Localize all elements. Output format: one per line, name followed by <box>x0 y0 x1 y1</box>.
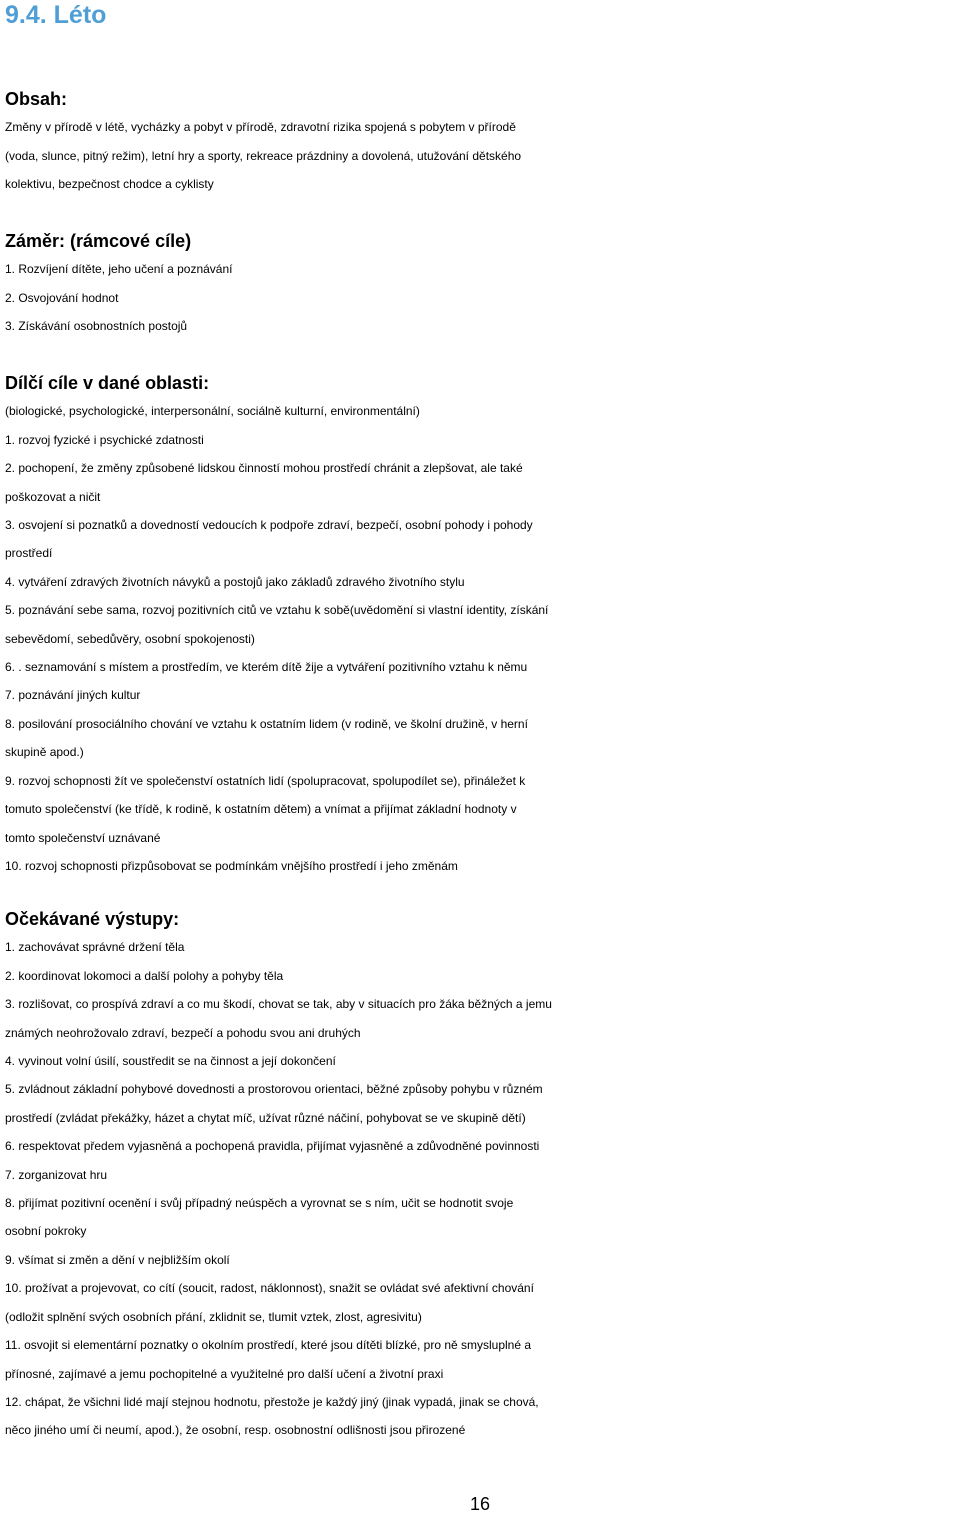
vystup-line: 11. osvojit si elementární poznatky o okolním prostředí, které jsou dítěti blízké, pro ně smysluplné a <box>5 1338 532 1353</box>
document-page <box>5 0 957 1438</box>
section-ocekavane-vystupy <box>5 905 957 1445</box>
vystup-line: přínosné, zajímavé a jemu pochopitelné a využitelné pro další učení a životní praxi <box>5 1366 444 1381</box>
vystup-line: 10. prožívat a projevovat, co cítí (soucit, radost, náklonnost), snažit se ovládat své afektivní chování <box>5 1281 534 1296</box>
dilci-line: tomuto společenství (ke třídě, k rodině, k ostatním dětem) a vnímat a přijímat základní hodnoty v <box>5 802 517 817</box>
section-obsah <box>5 85 957 199</box>
zamer-item: 2. Osvojování hodnot <box>5 290 119 305</box>
section-label-dilci-cile: Dílčí cíle v dané oblasti: <box>5 373 210 393</box>
obsah-line: kolektivu, bezpečnost chodce a cyklisty <box>5 177 214 192</box>
vystup-line: 3. rozlišovat, co prospívá zdraví a co mu škodí, chovat se tak, aby v situacích pro žáka běžných a jemu <box>5 997 552 1012</box>
page-number: 16 <box>469 1494 491 1514</box>
dilci-line: 7. poznávání jiných kultur <box>5 688 141 703</box>
dilci-line: 3. osvojení si poznatků a dovedností vedoucích k podpoře zdraví, bezpečí, osobní pohody i pohody <box>5 518 533 533</box>
vystup-line: 9. všímat si změn a dění v nejbližším okolí <box>5 1252 230 1267</box>
zamer-item: 1. Rozvíjení dítěte, jeho učení a poznávání <box>5 262 233 277</box>
vystup-line: 7. zorganizovat hru <box>5 1167 108 1182</box>
vystup-line: osobní pokroky <box>5 1224 87 1239</box>
vystup-line: 1. zachovávat správné držení těla <box>5 940 185 955</box>
section-zamer <box>5 227 957 341</box>
vystup-line: prostředí (zvládat překážky, házet a chytat míč, užívat různé náčiní, pohybovat se ve skupině dětí) <box>5 1110 526 1125</box>
vystup-line: 6. respektovat předem vyjasněná a pochopená pravidla, přijímat vyjasněné a zdůvodněné povinnosti <box>5 1139 540 1154</box>
dilci-line: 9. rozvoj schopnosti žít ve společenství ostatních lidí (spolupracovat, spolupodílet se), přináležet k <box>5 773 526 788</box>
dilci-line: 5. poznávání sebe sama, rozvoj pozitivních citů ve vztahu k sobě(uvědomění si vlastní identity, získání <box>5 603 549 618</box>
dilci-line: 6. . seznamování s místem a prostředím, ve kterém dítě žije a vytváření pozitivního vztahu k němu <box>5 660 528 675</box>
dilci-line: 1. rozvoj fyzické i psychické zdatnosti <box>5 432 204 447</box>
section-label-zamer: Záměr: (rámcové cíle) <box>5 231 192 251</box>
dilci-line: sebevědomí, sebedůvěry, osobní spokojenosti) <box>5 631 255 646</box>
vystup-line: něco jiného umí či neumí, apod.), že osobní, resp. osobnostní odlišnosti jsou přirozené <box>5 1423 466 1438</box>
vystup-line: (odložit splnění svých osobních přání, zklidnit se, tlumit vztek, zlost, agresivitu) <box>5 1309 422 1324</box>
dilci-line: 4. vytváření zdravých životních návyků a postojů jako základů zdravého životního stylu <box>5 574 465 589</box>
section-label-obsah: Obsah: <box>5 89 68 109</box>
dilci-line: prostředí <box>5 546 53 561</box>
obsah-line: Změny v přírodě v létě, vycházky a pobyt v přírodě, zdravotní rizika spojená s pobytem v přírodě <box>5 120 516 135</box>
dilci-line: (biologické, psychologické, interpersonální, sociálně kulturní, environmentální) <box>5 404 420 419</box>
vystup-line: známých neohrožovalo zdraví, bezpečí a pohodu svou ani druhých <box>5 1025 361 1040</box>
vystup-line: 5. zvládnout základní pohybové dovednosti a prostorovou orientaci, běžné způsoby pohybu v různém <box>5 1082 543 1097</box>
obsah-line: (voda, slunce, pitný režim), letní hry a sporty, rekreace prázdniny a dovolená, utužování dětského <box>5 148 522 163</box>
vystup-line: 12. chápat, že všichni lidé mají stejnou hodnotu, přestože je každý jiný (jinak vypadá, jinak se chová, <box>5 1394 539 1409</box>
zamer-item: 3. Získávání osobnostních postojů <box>5 319 188 334</box>
dilci-line: skupině apod.) <box>5 745 84 760</box>
page-heading: 9.4. Léto <box>5 1 107 29</box>
dilci-line: poškozovat a ničit <box>5 489 101 504</box>
vystup-line: 4. vyvinout volní úsilí, soustředit se na činnost a její dokončení <box>5 1054 336 1069</box>
vystup-line: 8. přijímat pozitivní ocenění i svůj případný neúspěch a vyrovnat se s ním, učit se hodnotit svoje <box>5 1196 514 1211</box>
dilci-line: 10. rozvoj schopnosti přizpůsobovat se podmínkám vnějšího prostředí i jeho změnám <box>5 858 458 873</box>
dilci-line: tomto společenství uznávané <box>5 830 161 845</box>
section-label-ocekavane-vystupy: Očekávané výstupy: <box>5 909 180 929</box>
vystup-line: 2. koordinovat lokomoci a další polohy a pohyby těla <box>5 968 284 983</box>
dilci-line: 2. pochopení, že změny způsobené lidskou činností mohou prostředí chránit a zlepšovat, ale také <box>5 461 523 476</box>
section-dilci-cile <box>5 369 957 880</box>
dilci-line: 8. posilování prosociálního chování ve vztahu k ostatním lidem (v rodině, ve školní družině, v herní <box>5 716 528 731</box>
